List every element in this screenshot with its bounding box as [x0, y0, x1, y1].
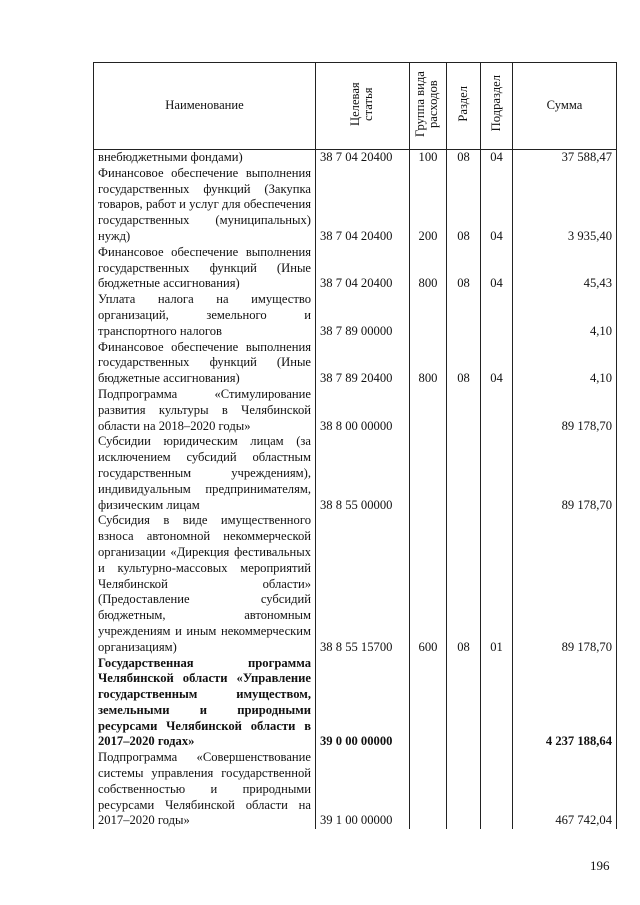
row-section: 08: [447, 513, 481, 655]
row-name: Финансовое обеспечение выполнения государственных функций (Закупка товаров, работ и услуг для обеспечения государственных (муниципальных) нужд): [94, 166, 316, 245]
row-section: 08: [447, 245, 481, 292]
row-target-code: 38 7 89 00000: [316, 292, 410, 339]
header-group-label: Группа вида расходов: [413, 70, 440, 137]
row-sum: 467 742,04: [513, 750, 617, 829]
row-subsection: [481, 434, 513, 513]
page-number: 196: [590, 858, 610, 873]
row-section: [447, 434, 481, 513]
table-row: [94, 434, 617, 513]
row-group: [410, 387, 447, 434]
row-sum: 89 178,70: [513, 513, 617, 655]
row-subsection: 04: [481, 340, 513, 387]
row-target-code: 38 7 04 20400: [316, 150, 410, 166]
row-subsection: 04: [481, 150, 513, 166]
table-row: [94, 245, 617, 292]
table-row: [94, 750, 617, 829]
row-target-code: 38 7 04 20400: [316, 245, 410, 292]
row-subsection: 01: [481, 513, 513, 655]
row-sum: 3 935,40: [513, 166, 617, 245]
row-section: [447, 387, 481, 434]
row-sum: 89 178,70: [513, 387, 617, 434]
row-name: Субсидия в виде имущественного взноса автономной некоммерческой организации «Дирекция фестивальных и культурно-массовых мероприятий Челябинской области» (Предоставление субсидий бюджетным, автономным учреждениям и иным некоммерческим организациям): [94, 513, 316, 655]
header-group: [410, 63, 447, 150]
header-subsection: [481, 63, 513, 150]
row-target-code: 38 7 89 20400: [316, 340, 410, 387]
row-group: 800: [410, 340, 447, 387]
row-subsection: 04: [481, 166, 513, 245]
table-row: [94, 150, 617, 166]
row-subsection: [481, 387, 513, 434]
header-target: [316, 63, 410, 150]
row-name: внебюджетными фондами): [94, 150, 316, 166]
row-group: 100: [410, 150, 447, 166]
row-subsection: [481, 750, 513, 829]
header-section-label: Раздел: [456, 85, 470, 122]
table-row: [94, 340, 617, 387]
row-name: Уплата налога на имущество организаций, земельного и транспортного налогов: [94, 292, 316, 339]
row-section: [447, 656, 481, 751]
table-row: [94, 166, 617, 245]
row-sum: 4,10: [513, 292, 617, 339]
header-section: [447, 63, 481, 150]
row-sum: 89 178,70: [513, 434, 617, 513]
row-sum: 45,43: [513, 245, 617, 292]
row-section: 08: [447, 340, 481, 387]
row-target-code: 38 8 00 00000: [316, 387, 410, 434]
row-subsection: [481, 292, 513, 339]
row-name: Финансовое обеспечение выполнения государственных функций (Иные бюджетные ассигнования): [94, 245, 316, 292]
table-row: [94, 387, 617, 434]
row-group: [410, 750, 447, 829]
header-target-label: Целевая статья: [347, 81, 375, 126]
row-name: Финансовое обеспечение выполнения государственных функций (Иные бюджетные ассигнования): [94, 340, 316, 387]
row-section: [447, 292, 481, 339]
header-sum: Сумма: [513, 63, 617, 150]
budget-table: [93, 62, 617, 829]
row-group: [410, 434, 447, 513]
row-group: [410, 292, 447, 339]
row-group: 800: [410, 245, 447, 292]
row-target-code: 38 7 04 20400: [316, 166, 410, 245]
row-target-code: 38 8 55 15700: [316, 513, 410, 655]
row-subsection: [481, 656, 513, 751]
header-name: Наименование: [94, 63, 316, 150]
row-name: Государственная программа Челябинской области «Управление государственным имуществом, земельными и природными ресурсами Челябинской области в 2017–2020 годах»: [94, 656, 316, 751]
row-group: [410, 656, 447, 751]
row-group: 200: [410, 166, 447, 245]
row-sum: 4 237 188,64: [513, 656, 617, 751]
table-row: [94, 513, 617, 655]
row-section: 08: [447, 166, 481, 245]
row-name: Подпрограмма «Стимулирование развития культуры в Челябинской области на 2018–2020 годы»: [94, 387, 316, 434]
row-target-code: 39 1 00 00000: [316, 750, 410, 829]
table-row: [94, 656, 617, 751]
row-target-code: 38 8 55 00000: [316, 434, 410, 513]
table-row: [94, 292, 617, 339]
table-header-row: [94, 63, 617, 150]
row-name: Подпрограмма «Совершенствование системы управления государственной собственностью и природными ресурсами Челябинской области на 2017–2020 годы»: [94, 750, 316, 829]
row-target-code: 39 0 00 00000: [316, 656, 410, 751]
row-subsection: 04: [481, 245, 513, 292]
row-sum: 4,10: [513, 340, 617, 387]
row-sum: 37 588,47: [513, 150, 617, 166]
row-section: 08: [447, 150, 481, 166]
row-group: 600: [410, 513, 447, 655]
row-section: [447, 750, 481, 829]
header-subsection-label: Подраздел: [489, 75, 503, 132]
row-name: Субсидии юридическим лицам (за исключением субсидий областным государственным учреждениям), индивидуальным предпринимателям, физическим лицам: [94, 434, 316, 513]
